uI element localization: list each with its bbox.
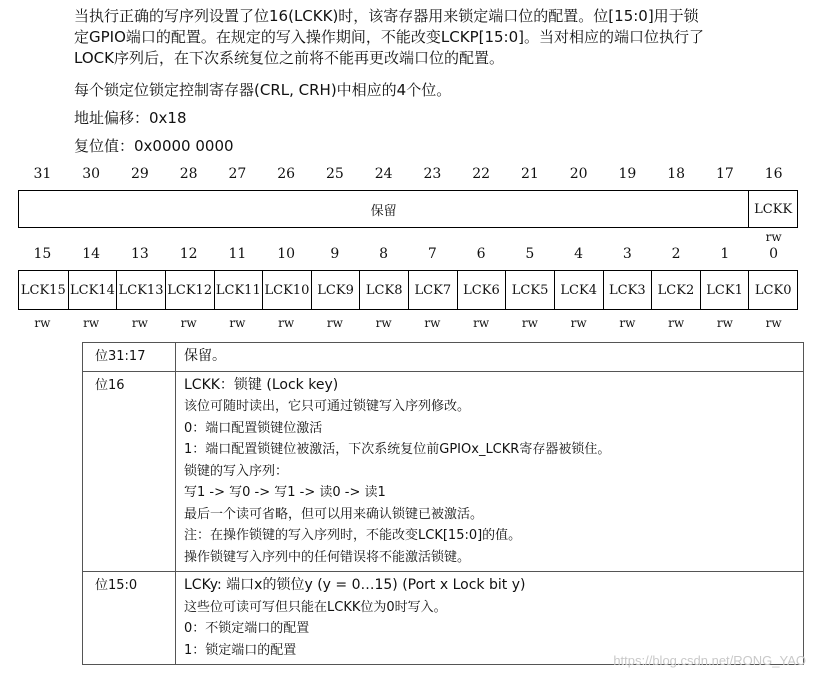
watermark: https://blog.csdn.net/RONG_YAO [613,653,806,668]
bit-range: 位16 [83,371,176,572]
bit-number: 24 [374,166,393,182]
bit-description [176,572,804,665]
description-line: 0：不锁定端口的配置 [184,621,310,636]
access-type: rw [473,316,490,330]
bit-range: 位31:17 [83,343,176,372]
bit-number: 5 [525,246,535,262]
description-line: 注：在操作锁键的写入序列时，不能改变LCK[15:0]的值。 [184,528,522,543]
lck-field: LCK5 [505,271,554,309]
bit-range: 位15:0 [83,572,176,665]
access-type: rw [619,316,636,330]
bit-number: 6 [476,246,486,262]
lckk-field: LCKK [748,191,797,227]
bit-number: 4 [574,246,584,262]
bit-description [176,343,804,372]
lck-field: LCK1 [700,271,749,309]
access-type: rw [716,316,733,330]
bit-number: 19 [618,166,637,182]
bit-number: 0 [769,246,779,262]
bit-number: 7 [427,246,437,262]
lck-field: LCK10 [262,271,311,309]
bit-number: 26 [277,166,296,182]
bit-number: 25 [325,166,344,182]
bit-number: 23 [423,166,442,182]
description-line: 写1 -> 写0 -> 写1 -> 读0 -> 读1 [184,485,386,500]
lck-field: LCK2 [651,271,700,309]
access-type: rw [131,316,148,330]
lck-field: LCK11 [214,271,263,309]
access-type: rw [34,316,51,330]
lck-field: LCK9 [311,271,360,309]
bit-number: 22 [472,166,491,182]
access-type: rw [424,316,441,330]
bit-description-table [82,342,804,665]
access-type: rw [180,316,197,330]
reserved-field: 保留 [370,203,397,219]
access-type: rw [375,316,392,330]
bit-number: 12 [179,246,198,262]
bit-number: 16 [764,166,783,182]
lck-field: LCK14 [68,271,117,309]
bit-number: 11 [228,246,247,262]
access-type: rw [229,316,246,330]
lck-field: LCK15 [20,282,66,298]
bit-description [176,371,804,572]
description-line: 1：端口配置锁键位被激活，下次系统复位前GPIOx_LCKR寄存器被锁住。 [184,442,611,457]
description-line: 该位可随时读出，它只可通过锁键写入序列修改。 [184,399,471,414]
lock-bits-note: 每个锁定位锁定控制寄存器(CRL, CRH)中相应的4个位。 [74,81,452,99]
bit-number: 30 [82,166,101,182]
bit-number: 31 [33,166,52,182]
address-offset: 地址偏移：0x18 [74,109,187,127]
bit-number: 10 [277,246,296,262]
description-row [83,343,804,372]
lower-register-row [18,270,798,310]
access-type: rw [278,316,295,330]
bit-number: 15 [33,246,52,262]
description-line: LCKy: 端口x的锁位y (y = 0…15) (Port x Lock bit y) [184,577,526,593]
bit-number: 14 [82,246,101,262]
description-line: LCKK：锁键 (Lock key) [184,376,339,393]
access-type: rw [570,316,587,330]
bit-number: 21 [520,166,539,182]
description-row [83,572,804,665]
intro-line: 当执行正确的写序列设置了位16(LCKK)时，该寄存器用来锁定端口位的配置。位[15:0]用于锁 [74,7,699,25]
description-row [83,371,804,572]
bit-number: 17 [715,166,734,182]
description-line: 最后一个读可省略，但可以用来确认锁键已被激活。 [184,506,484,522]
description-line: 锁键的写入序列： [184,463,289,479]
bit-number: 29 [130,166,149,182]
access-type: rw [326,316,343,330]
description-line: 0：端口配置锁键位激活 [184,420,323,436]
description-line: 这些位可读可写但只能在LCKK位为0时写入。 [184,599,447,615]
lck-field: LCK4 [554,271,603,309]
reset-value: 复位值：0x0000 0000 [74,137,234,155]
lckk-access-row [18,230,798,244]
bit-number: 2 [671,246,681,262]
access-type: rw [521,316,538,330]
lckk-access: rw [765,230,782,244]
lower-access-row [18,316,798,330]
access-type: rw [83,316,100,330]
access-type: rw [668,316,685,330]
bit-number: 20 [569,166,588,182]
lck-field: LCK3 [603,271,652,309]
lck-field: LCK7 [408,271,457,309]
description-line: 操作锁键写入序列中的任何错误将不能激活锁键。 [184,549,471,565]
lower-bit-numbers [18,246,798,262]
access-type: rw [765,316,782,330]
lck-field: LCK13 [116,271,165,309]
intro-line: 定GPIO端口的配置。在规定的写入操作期间，不能改变LCKP[15:0]。当对相应的端口位执行了 [74,28,705,46]
bit-number: 27 [228,166,247,182]
lck-field: LCK12 [165,271,214,309]
bit-number: 28 [179,166,198,182]
lck-field: LCK6 [457,271,506,309]
upper-bit-numbers [18,166,798,182]
bit-number: 13 [130,246,149,262]
lck-field: LCK0 [748,271,797,309]
description-line: 保留。 [184,348,226,364]
intro-paragraph [74,6,809,69]
description-line: 1：锁定端口的配置 [184,642,297,658]
bit-number: 9 [330,246,340,262]
intro-line: LOCK序列后，在下次系统复位之前将不能再更改端口位的配置。 [74,49,504,67]
lck-field: LCK8 [359,271,408,309]
upper-register-row [18,190,798,228]
bit-number: 1 [720,246,730,262]
bit-number: 3 [622,246,632,262]
bit-number: 8 [379,246,389,262]
bit-number: 18 [667,166,686,182]
